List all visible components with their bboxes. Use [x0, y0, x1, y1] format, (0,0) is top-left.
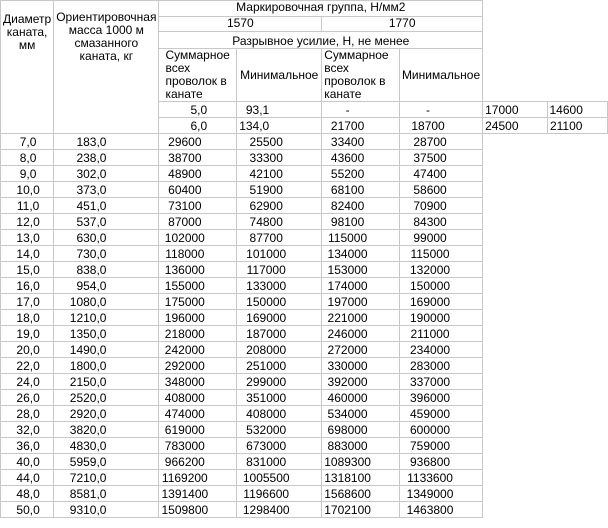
- header-total-1570: Суммарное всех проволок в канате: [159, 49, 237, 102]
- cell-total-1570: 242000: [159, 342, 237, 358]
- cell-min-1570: 62900: [237, 198, 322, 214]
- header-group-1770: 1770: [322, 17, 483, 32]
- cell-min-1770: 759000: [399, 438, 482, 454]
- cell-total-1770: 82400: [322, 198, 400, 214]
- cell-total-1770: 534000: [322, 406, 400, 422]
- cell-diameter: 26,0: [1, 390, 54, 406]
- cell-total-1770: 153000: [322, 262, 400, 278]
- cell-mass: 183,0: [54, 134, 159, 150]
- cell-mass: 1350,0: [54, 326, 159, 342]
- cell-diameter: 17,0: [1, 294, 54, 310]
- cell-min-1570: 1005500: [237, 470, 322, 486]
- table-row: [1, 166, 608, 182]
- cell-total-1770: 698000: [322, 422, 400, 438]
- cell-total-1770: 883000: [322, 438, 400, 454]
- header-diameter: Диаметр каната, мм: [1, 1, 54, 134]
- cell-diameter: 36,0: [1, 438, 54, 454]
- cell-min-1770: 1133600: [399, 470, 482, 486]
- cell-min-1570: -: [399, 102, 482, 118]
- table-row: [1, 374, 608, 390]
- cell-min-1770: 14600: [547, 102, 607, 118]
- cell-diameter: 11,0: [1, 198, 54, 214]
- cell-diameter: 50,0: [1, 502, 54, 518]
- table-row: [1, 214, 608, 230]
- cell-diameter: 22,0: [1, 358, 54, 374]
- cell-min-1570: 351000: [237, 390, 322, 406]
- cell-mass: 838,0: [54, 262, 159, 278]
- cell-mass: 451,0: [54, 198, 159, 214]
- cell-mass: 5959,0: [54, 454, 159, 470]
- table-row: [1, 198, 608, 214]
- cell-min-1770: 37500: [399, 150, 482, 166]
- cell-min-1770: 211000: [399, 326, 482, 342]
- cell-total-1570: 196000: [159, 310, 237, 326]
- cell-total-1770: 134000: [322, 246, 400, 262]
- cell-min-1770: 21100: [547, 118, 607, 134]
- cell-min-1570: 1196600: [237, 486, 322, 502]
- cell-diameter: 40,0: [1, 454, 54, 470]
- cell-total-1570: 474000: [159, 406, 237, 422]
- cell-min-1770: 396000: [399, 390, 482, 406]
- cell-min-1570: 18700: [399, 118, 482, 134]
- cell-mass: 7210,0: [54, 470, 159, 486]
- table-row: [1, 326, 608, 342]
- cell-mass: 954,0: [54, 278, 159, 294]
- table-row: [1, 358, 608, 374]
- cell-min-1570: 33300: [237, 150, 322, 166]
- table-row: [1, 454, 608, 470]
- header-breaking-force: Разрывное усилие, Н, не менее: [159, 32, 483, 49]
- cell-min-1570: 117000: [237, 262, 322, 278]
- cell-total-1770: 68100: [322, 182, 400, 198]
- table-row: [1, 310, 608, 326]
- cell-mass: 134,0: [237, 118, 322, 134]
- cell-min-1570: 673000: [237, 438, 322, 454]
- cell-mass: 4830,0: [54, 438, 159, 454]
- cell-total-1570: 1169200: [159, 470, 237, 486]
- cell-total-1770: 330000: [322, 358, 400, 374]
- header-group-1570: 1570: [159, 17, 322, 32]
- cell-min-1770: 99000: [399, 230, 482, 246]
- cell-mass: 302,0: [54, 166, 159, 182]
- cell-min-1770: 70900: [399, 198, 482, 214]
- cell-mass: 2150,0: [54, 374, 159, 390]
- table-row: [1, 278, 608, 294]
- cell-min-1770: 169000: [399, 294, 482, 310]
- cell-total-1770: 1318100: [322, 470, 400, 486]
- cell-min-1570: 150000: [237, 294, 322, 310]
- cell-total-1570: 136000: [159, 262, 237, 278]
- cell-total-1570: 408000: [159, 390, 237, 406]
- cell-total-1570: 118000: [159, 246, 237, 262]
- header-total-1770: Суммарное всех проволок в канате: [322, 49, 400, 102]
- cell-diameter: 19,0: [1, 326, 54, 342]
- cell-mass: 630,0: [54, 230, 159, 246]
- cell-min-1570: 208000: [237, 342, 322, 358]
- cell-mass: 1080,0: [54, 294, 159, 310]
- cell-diameter: 20,0: [1, 342, 54, 358]
- cell-diameter: 8,0: [1, 150, 54, 166]
- cell-total-1770: 43600: [322, 150, 400, 166]
- cell-min-1770: 115000: [399, 246, 482, 262]
- cell-min-1770: 1349000: [399, 486, 482, 502]
- cell-mass: 2520,0: [54, 390, 159, 406]
- cell-min-1570: 408000: [237, 406, 322, 422]
- cell-min-1770: 47400: [399, 166, 482, 182]
- cell-total-1770: 115000: [322, 230, 400, 246]
- cell-mass: 1210,0: [54, 310, 159, 326]
- cell-total-1770: 272000: [322, 342, 400, 358]
- cell-min-1570: 1298400: [237, 502, 322, 518]
- table-row: [1, 438, 608, 454]
- cell-min-1570: 51900: [237, 182, 322, 198]
- cell-total-1770: 174000: [322, 278, 400, 294]
- cell-total-1570: 102000: [159, 230, 237, 246]
- cell-min-1770: 190000: [399, 310, 482, 326]
- cell-mass: 730,0: [54, 246, 159, 262]
- cell-total-1770: 33400: [322, 134, 400, 150]
- header-min-1770: Минимальное: [399, 49, 482, 102]
- cell-min-1570: 532000: [237, 422, 322, 438]
- cell-total-1570: 21700: [322, 118, 400, 134]
- cell-total-1770: 197000: [322, 294, 400, 310]
- cell-mass: 1800,0: [54, 358, 159, 374]
- cell-min-1570: 87700: [237, 230, 322, 246]
- cell-diameter: 15,0: [1, 262, 54, 278]
- cell-mass: 2920,0: [54, 406, 159, 422]
- table-row: [1, 486, 608, 502]
- cell-mass: 1490,0: [54, 342, 159, 358]
- cell-total-1570: 783000: [159, 438, 237, 454]
- table-row: [1, 422, 608, 438]
- cell-total-1570: 1391400: [159, 486, 237, 502]
- cell-min-1770: 150000: [399, 278, 482, 294]
- cell-total-1770: 460000: [322, 390, 400, 406]
- cell-min-1570: 299000: [237, 374, 322, 390]
- cell-min-1570: 251000: [237, 358, 322, 374]
- cell-diameter: 32,0: [1, 422, 54, 438]
- cell-total-1770: 17000: [483, 102, 547, 118]
- table-row: [1, 230, 608, 246]
- cell-total-1570: 29600: [159, 134, 237, 150]
- cell-total-1570: 1509800: [159, 502, 237, 518]
- cell-total-1770: 246000: [322, 326, 400, 342]
- cell-total-1770: 98100: [322, 214, 400, 230]
- table-row: [1, 390, 608, 406]
- cell-total-1570: 87000: [159, 214, 237, 230]
- cell-total-1770: 392000: [322, 374, 400, 390]
- cell-total-1570: 60400: [159, 182, 237, 198]
- cell-min-1570: 101000: [237, 246, 322, 262]
- cell-total-1570: 48900: [159, 166, 237, 182]
- cell-min-1770: 283000: [399, 358, 482, 374]
- cell-min-1570: 187000: [237, 326, 322, 342]
- cell-diameter: 48,0: [1, 486, 54, 502]
- cell-diameter: 44,0: [1, 470, 54, 486]
- cell-diameter: 5,0: [159, 102, 237, 118]
- cell-min-1570: 169000: [237, 310, 322, 326]
- cell-min-1770: 1463800: [399, 502, 482, 518]
- cell-total-1770: 1702100: [322, 502, 400, 518]
- table-row: [1, 150, 608, 166]
- cell-total-1570: 175000: [159, 294, 237, 310]
- cell-total-1570: 218000: [159, 326, 237, 342]
- cell-min-1770: 28700: [399, 134, 482, 150]
- cell-mass: 9310,0: [54, 502, 159, 518]
- cell-mass: 238,0: [54, 150, 159, 166]
- header-group: Маркировочная группа, Н/мм2: [159, 1, 483, 17]
- cell-total-1570: 619000: [159, 422, 237, 438]
- table-row: [1, 342, 608, 358]
- cell-diameter: 9,0: [1, 166, 54, 182]
- table-row: [1, 246, 608, 262]
- table-row: [1, 406, 608, 422]
- table-row: [1, 470, 608, 486]
- cell-total-1570: 38700: [159, 150, 237, 166]
- cell-diameter: 28,0: [1, 406, 54, 422]
- cell-total-1570: 292000: [159, 358, 237, 374]
- cell-min-1770: 58600: [399, 182, 482, 198]
- cell-mass: 8581,0: [54, 486, 159, 502]
- cell-total-1770: 221000: [322, 310, 400, 326]
- cell-min-1770: 132000: [399, 262, 482, 278]
- table-row: [1, 182, 608, 198]
- header-min-1570: Минимальное: [237, 49, 322, 102]
- cell-mass: 537,0: [54, 214, 159, 230]
- table-row: [1, 502, 608, 518]
- cell-min-1570: 133000: [237, 278, 322, 294]
- cell-min-1770: 600000: [399, 422, 482, 438]
- cell-mass: 3820,0: [54, 422, 159, 438]
- cell-diameter: 7,0: [1, 134, 54, 150]
- cell-diameter: 18,0: [1, 310, 54, 326]
- cell-total-1570: 348000: [159, 374, 237, 390]
- cell-min-1570: 25500: [237, 134, 322, 150]
- cell-total-1770: 1089300: [322, 454, 400, 470]
- cell-total-1570: -: [322, 102, 400, 118]
- cell-total-1570: 966200: [159, 454, 237, 470]
- cell-min-1570: 831000: [237, 454, 322, 470]
- cell-min-1770: 234000: [399, 342, 482, 358]
- cell-min-1770: 337000: [399, 374, 482, 390]
- cell-total-1770: 55200: [322, 166, 400, 182]
- cell-min-1570: 74800: [237, 214, 322, 230]
- cell-min-1570: 42100: [237, 166, 322, 182]
- cell-diameter: 13,0: [1, 230, 54, 246]
- cell-diameter: 14,0: [1, 246, 54, 262]
- table-row: [1, 294, 608, 310]
- cell-total-1770: 24500: [483, 118, 547, 134]
- cell-diameter: 10,0: [1, 182, 54, 198]
- cell-diameter: 6,0: [159, 118, 237, 134]
- cell-diameter: 16,0: [1, 278, 54, 294]
- cell-total-1570: 155000: [159, 278, 237, 294]
- table-row: [1, 262, 608, 278]
- cell-mass: 93,1: [237, 102, 322, 118]
- cell-min-1770: 936800: [399, 454, 482, 470]
- table-row: [1, 134, 608, 150]
- cell-diameter: 24,0: [1, 374, 54, 390]
- cell-total-1770: 1568600: [322, 486, 400, 502]
- cell-total-1570: 73100: [159, 198, 237, 214]
- cell-diameter: 12,0: [1, 214, 54, 230]
- header-mass: Ориентировочная масса 1000 м смазанного каната, кг: [54, 1, 159, 134]
- cell-mass: 373,0: [54, 182, 159, 198]
- cell-min-1770: 459000: [399, 406, 482, 422]
- cell-min-1770: 84300: [399, 214, 482, 230]
